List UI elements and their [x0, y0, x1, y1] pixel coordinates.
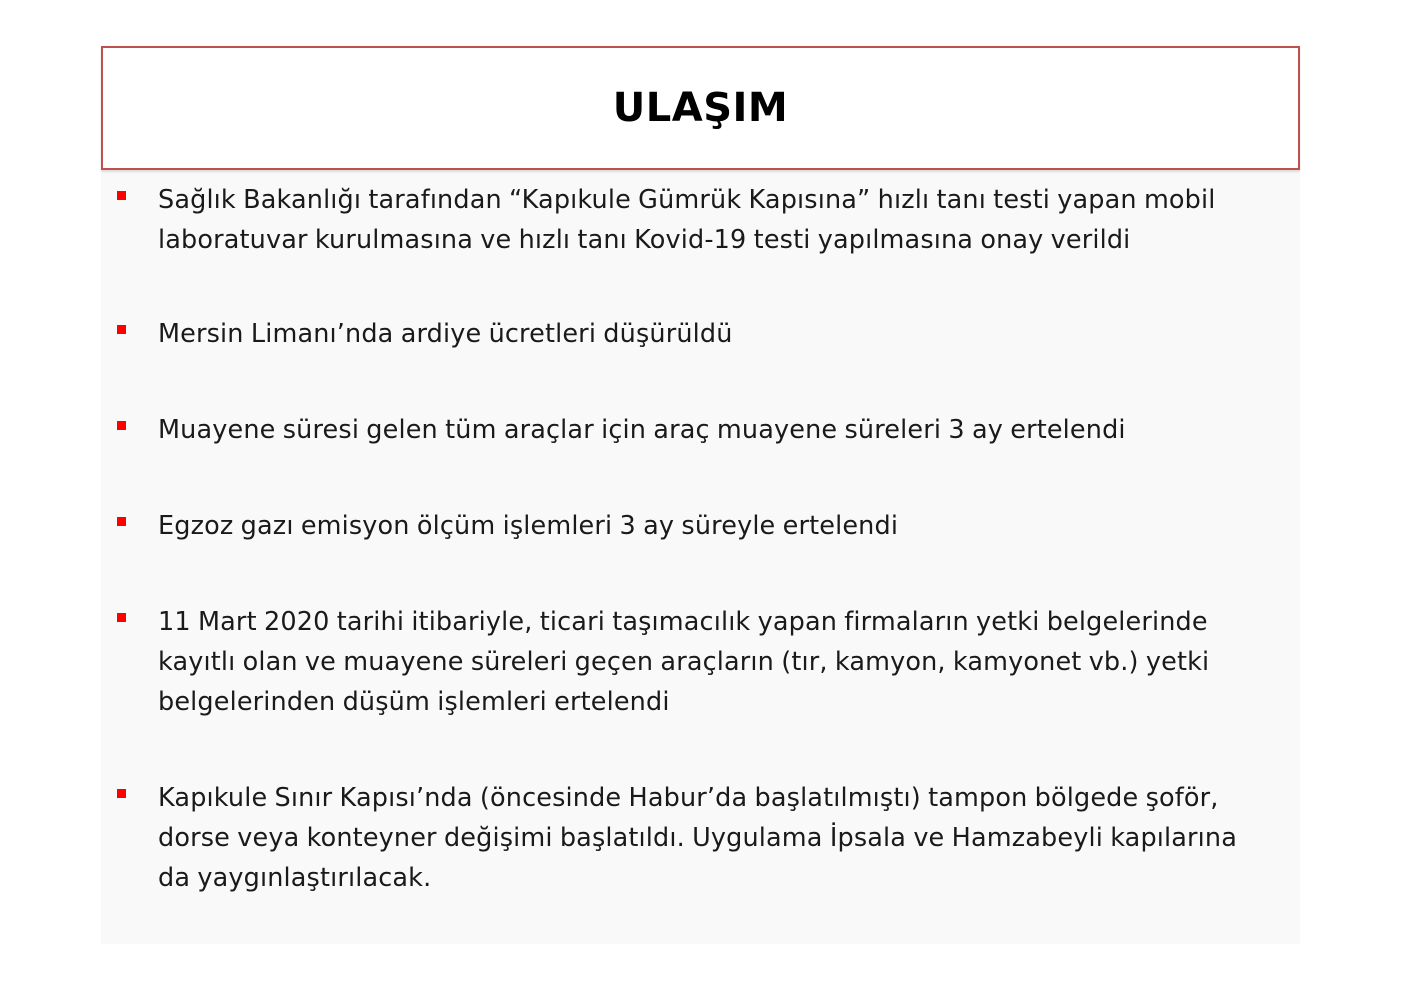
bullet-line: 11 Mart 2020 tarihi itibariyle, ticari taşımacılık yapan firmaların yetki belgelerinde — [158, 607, 1208, 637]
bullet-line: belgelerinden düşüm işlemleri ertelendi — [158, 687, 670, 717]
square-bullet-icon — [117, 613, 126, 622]
bullet-line: da yaygınlaştırılacak. — [158, 863, 432, 893]
bullet-item — [112, 602, 1287, 722]
square-bullet-icon — [117, 191, 126, 200]
bullet-text — [158, 602, 1287, 722]
bullet-item — [112, 778, 1287, 898]
bullet-text — [158, 410, 1287, 450]
square-bullet-icon — [117, 421, 126, 430]
bullet-item — [112, 180, 1287, 260]
bullet-text — [158, 778, 1287, 898]
bullet-line: laboratuvar kurulmasına ve hızlı tanı Kovid-19 testi yapılmasına onay verildi — [158, 225, 1131, 255]
square-bullet-icon — [117, 325, 126, 334]
bullet-line: dorse veya konteyner değişimi başlatıldı. Uygulama İpsala ve Hamzabeyli kapılarına — [158, 823, 1237, 853]
bullet-line: Egzoz gazı emisyon ölçüm işlemleri 3 ay süreyle ertelendi — [158, 511, 899, 541]
bullet-line: kayıtlı olan ve muayene süreleri geçen araçların (tır, kamyon, kamyonet vb.) yetki — [158, 647, 1210, 677]
bullet-item — [112, 410, 1287, 450]
bullet-text — [158, 180, 1287, 260]
bullet-line: Kapıkule Sınır Kapısı’nda (öncesinde Habur’da başlatılmıştı) tampon bölgede şoför, — [158, 783, 1219, 813]
slide-title: ULAŞIM — [612, 85, 789, 131]
bullet-line: Mersin Limanı’nda ardiye ücretleri düşürüldü — [158, 319, 733, 349]
bullet-item — [112, 506, 1287, 546]
square-bullet-icon — [117, 517, 126, 526]
bullet-text — [158, 506, 1287, 546]
bullet-line: Muayene süresi gelen tüm araçlar için araç muayene süreleri 3 ay ertelendi — [158, 415, 1126, 445]
title-box — [101, 46, 1300, 170]
bullet-line: Sağlık Bakanlığı tarafından “Kapıkule Gümrük Kapısına” hızlı tanı testi yapan mobil — [158, 185, 1216, 215]
bullet-item — [112, 314, 1287, 354]
square-bullet-icon — [117, 789, 126, 798]
bullet-text — [158, 314, 1287, 354]
